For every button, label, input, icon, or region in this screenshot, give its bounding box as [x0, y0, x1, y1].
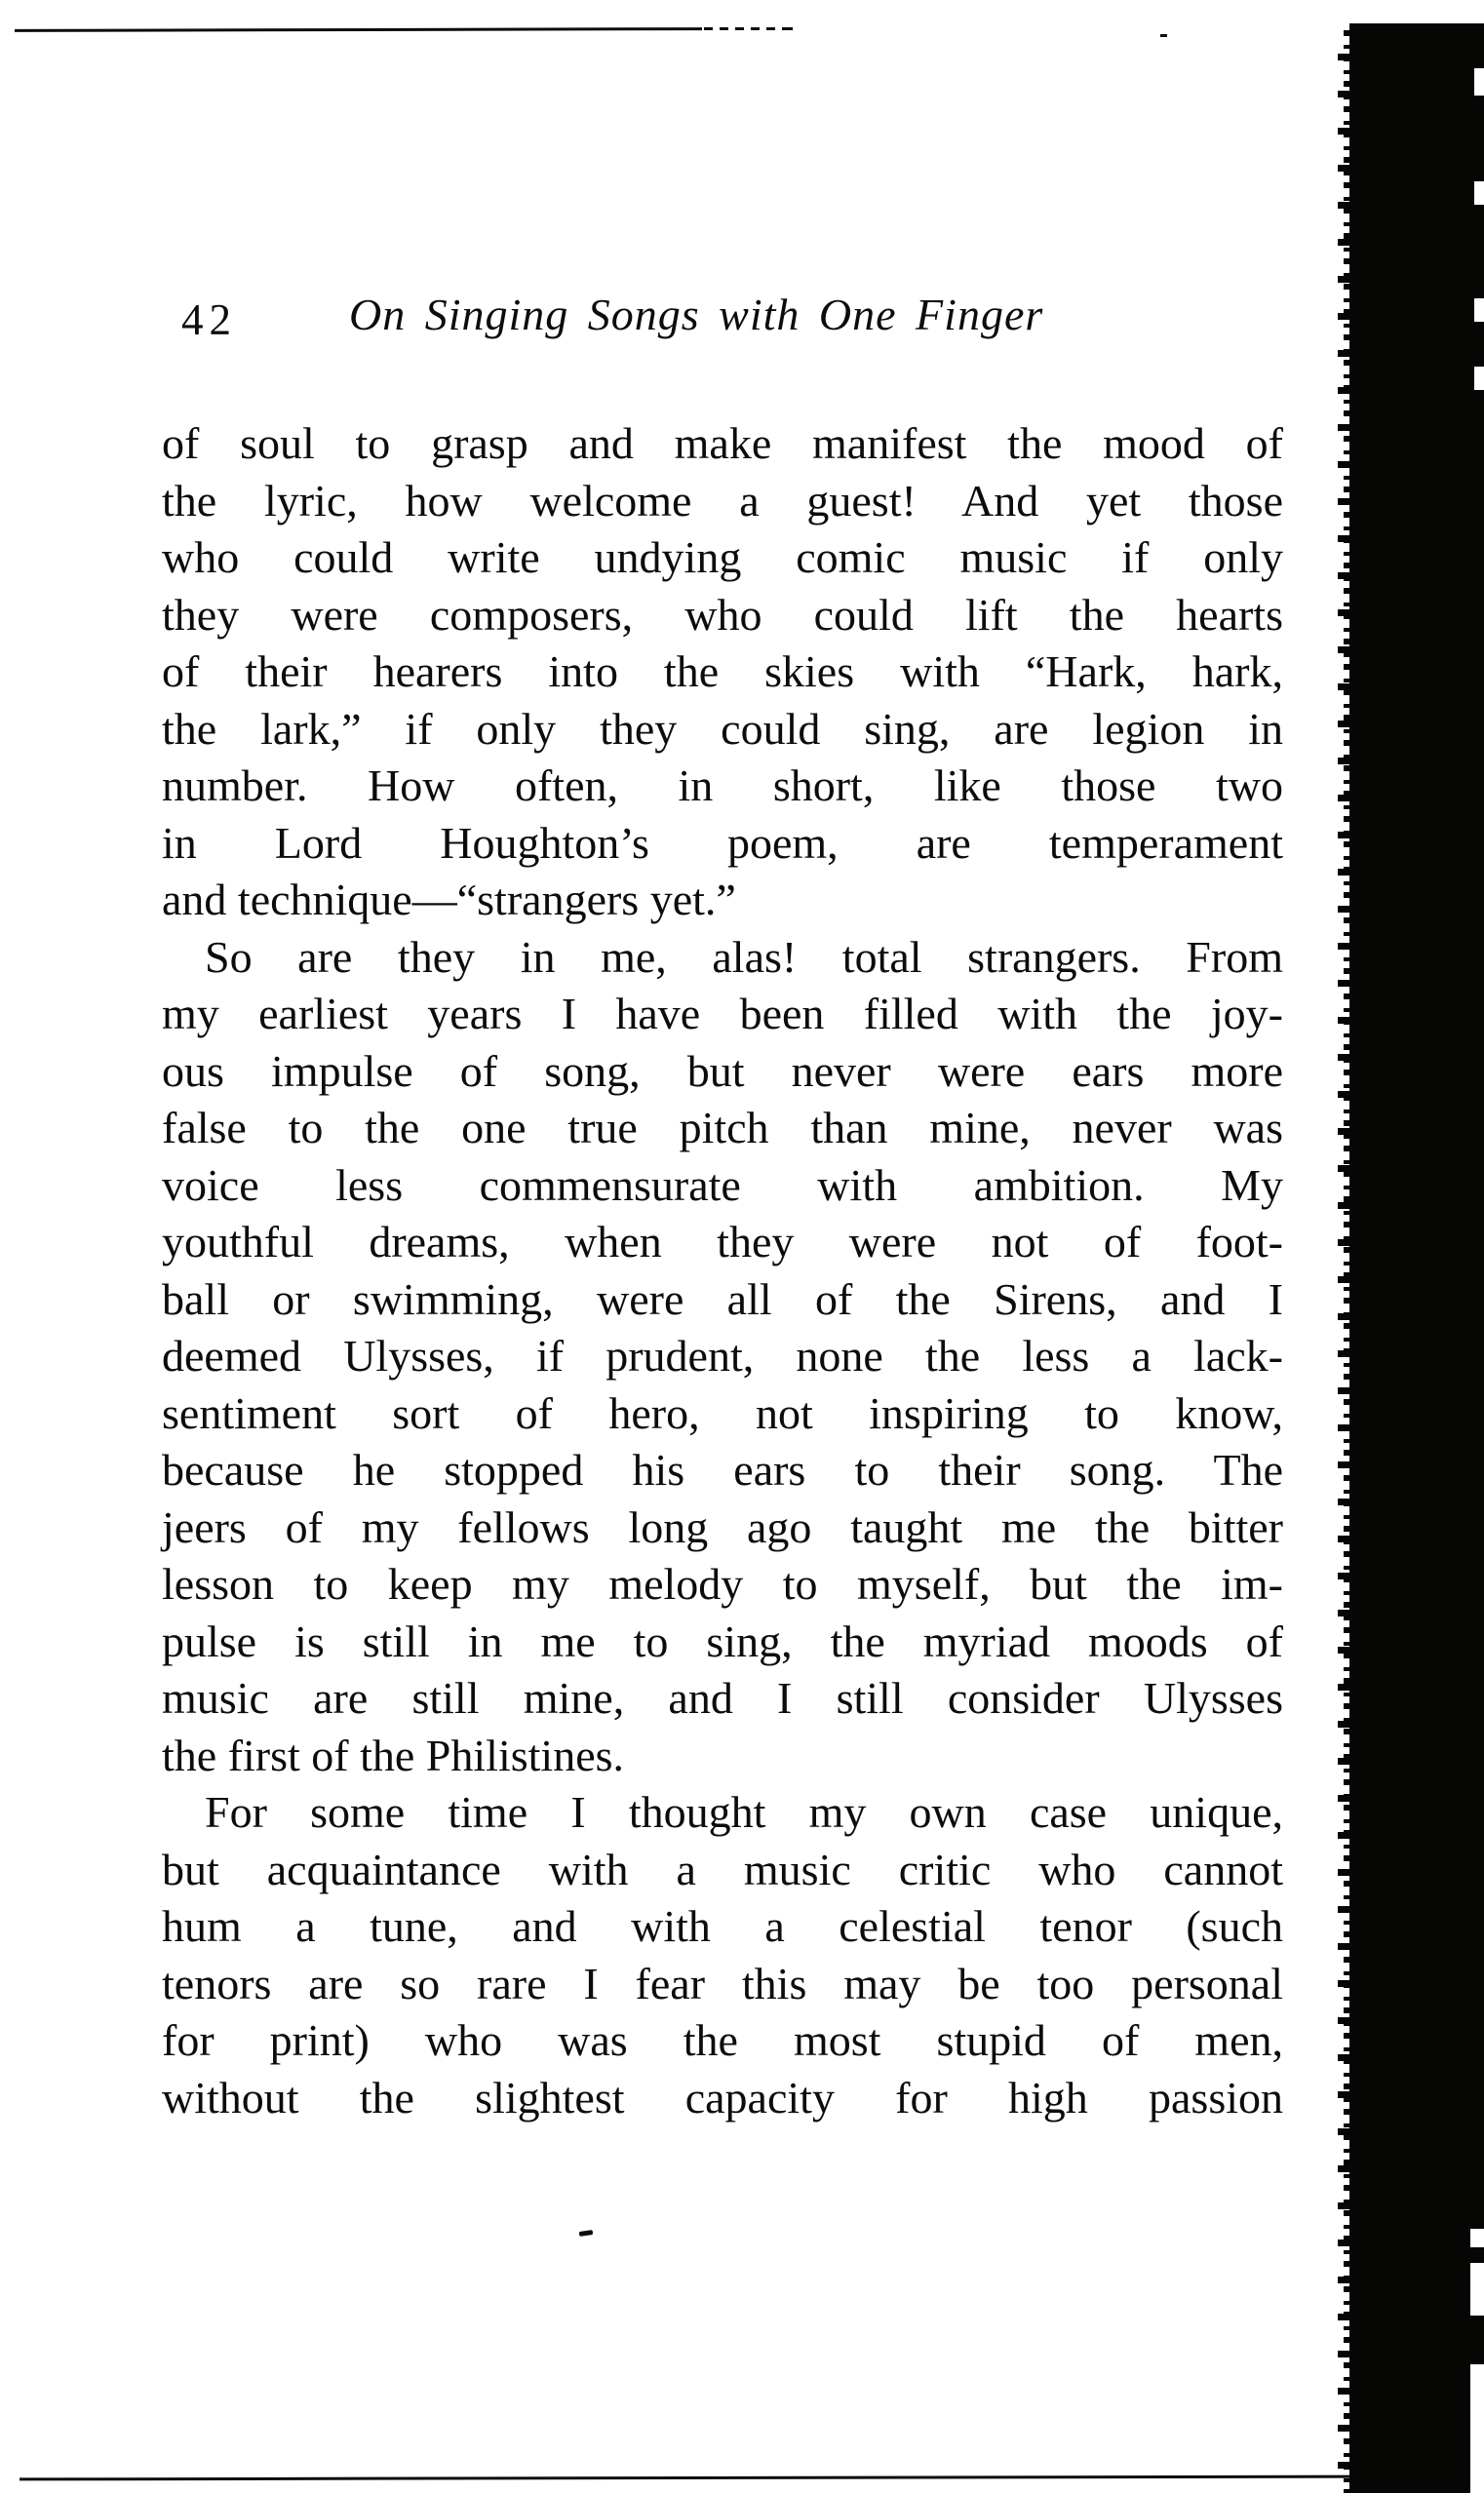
text-line: for print) who was the most stupid of men,: [162, 2015, 1283, 2065]
gutter-white-chip: [1474, 181, 1484, 205]
text-line: and technique—“strangers yet.”: [162, 875, 736, 924]
gutter-shadow: [1349, 23, 1470, 2493]
text-line: the lark,” if only they could sing, are legion in: [162, 703, 1283, 754]
text-line: the first of the Philistines.: [162, 1730, 625, 1780]
text-line: they were composers, who could lift the hearts: [162, 589, 1283, 640]
paragraph: [162, 415, 1283, 929]
text-line: sentiment sort of hero, not inspiring to know,: [162, 1387, 1283, 1438]
page-top-edge-dashes: [704, 27, 794, 30]
gutter-black-patch: [1468, 2247, 1484, 2263]
text-line: the lyric, how welcome a guest! And yet those: [162, 475, 1283, 526]
text-line: but acquaintance with a music critic who cannot: [162, 1844, 1283, 1894]
text-line: ous impulse of song, but never were ears more: [162, 1045, 1283, 1096]
text-line: of soul to grasp and make manifest the mood of: [162, 418, 1283, 468]
ink-dot: [1160, 34, 1167, 37]
paragraph: [162, 1784, 1283, 2126]
body-text: [162, 415, 1283, 2126]
paragraph: [162, 929, 1283, 1785]
text-line: ball or swimming, were all of the Sirens, and I: [162, 1273, 1283, 1324]
text-line: lesson to keep my melody to myself, but the im-: [162, 1559, 1283, 1609]
text-line: voice less commensurate with ambition. My: [162, 1159, 1283, 1210]
text-line: who could write undying comic music if only: [162, 532, 1283, 582]
text-line: So are they in me, alas! total strangers. From: [205, 931, 1283, 982]
gutter-white-chip: [1474, 298, 1484, 322]
gutter-white-chip: [1474, 367, 1484, 390]
ink-dot: [786, 27, 793, 30]
gutter-black-patch: [1468, 2316, 1484, 2364]
page-number: 42: [181, 295, 237, 344]
gutter-shadow-right-strip: [1470, 23, 1484, 2229]
page-top-edge-line: [15, 27, 702, 32]
text-line: For some time I thought my own case unique,: [205, 1787, 1283, 1837]
page-header: [0, 289, 1484, 347]
text-line: pulse is still in me to sing, the myriad moods of: [162, 1616, 1283, 1666]
text-line: my earliest years I have been filled with the joy-: [162, 989, 1283, 1038]
text-line: in Lord Houghton’s poem, are temperament: [162, 817, 1283, 868]
running-title: On Singing Songs with One Finger: [349, 290, 1044, 339]
text-line: youthful dreams, when they were not of foot-: [162, 1217, 1283, 1266]
text-line: because he stopped his ears to their song. The: [162, 1445, 1283, 1495]
text-line: music are still mine, and I still consider Ulysses: [162, 1673, 1283, 1723]
ink-speck: [579, 2230, 594, 2237]
text-line: of their hearers into the skies with “Hark, hark,: [162, 646, 1283, 696]
gutter-white-chip: [1474, 68, 1484, 96]
text-line: without the slightest capacity for high passion: [162, 2072, 1283, 2123]
page-bottom-edge-line: [20, 2475, 1355, 2481]
text-line: false to the one true pitch than mine, never was: [162, 1103, 1283, 1152]
text-line: deemed Ulysses, if prudent, none the less a lack-: [162, 1331, 1283, 1381]
text-line: jeers of my fellows long ago taught me the bitter: [162, 1501, 1283, 1552]
text-line: tenors are so rare I fear this may be too personal: [162, 1958, 1283, 2008]
text-line: hum a tune, and with a celestial tenor (such: [162, 1901, 1283, 1951]
text-line: number. How often, in short, like those two: [162, 760, 1283, 810]
